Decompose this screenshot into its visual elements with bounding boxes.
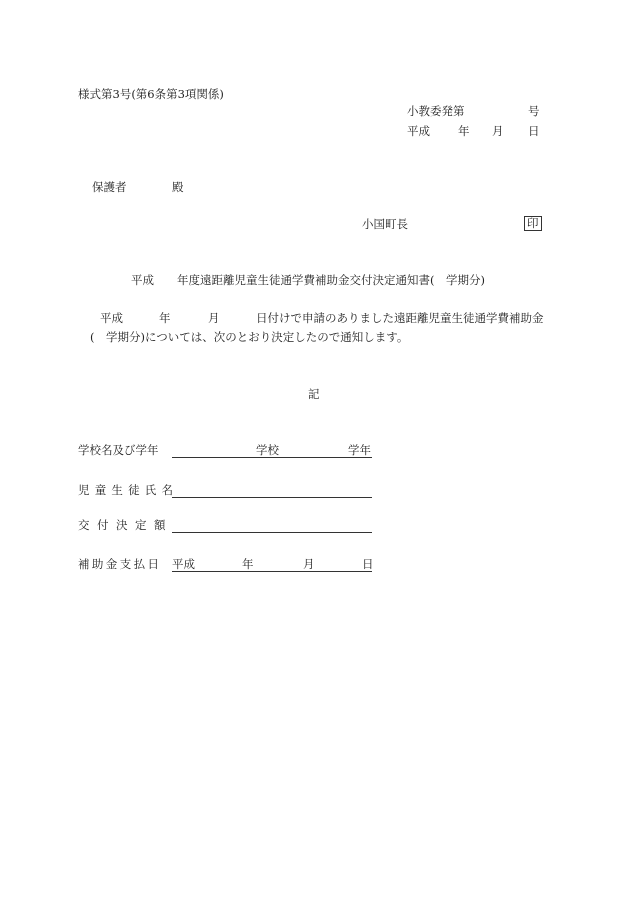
doc-number-suffix: 号 [528,104,540,118]
field-student-line [172,483,372,498]
date-day: 日 [528,124,540,138]
field-school-label: 学校名及び学年 [78,443,159,457]
date-month: 月 [492,124,504,138]
recipient-title: 保護者 [92,180,127,194]
body-year: 年 [159,311,171,325]
payment-year: 年 [242,557,254,571]
field-amount-line [172,518,372,533]
field-school-line [172,443,372,458]
body-era: 平成 [100,311,123,325]
grade-suffix: 学年 [348,443,371,457]
payment-day: 日 [362,557,374,571]
ki-heading: 記 [308,387,320,401]
subject-title: 年度遠距離児童生徒通学費補助金交付決定通知書( 学期分) [177,273,485,287]
form-label: 様式第3号(第6条第3項関係) [78,87,224,101]
payment-era: 平成 [172,557,195,571]
field-amount-label: 交付決定額 [78,518,173,532]
field-payment-label: 補助金支払日 [78,557,162,571]
subject-era: 平成 [131,273,154,287]
body-month: 月 [208,311,220,325]
body-line2: ( 学期分)については、次のとおり決定したので通知します。 [90,330,409,344]
body-line1-rest: 日付けで申請のありました遠距離児童生徒通学費補助金 [256,311,544,325]
doc-number-prefix: 小教委発第 [407,104,465,118]
seal-mark: 印 [524,216,542,231]
date-year: 年 [458,124,470,138]
field-student-label: 児童生徒氏名 [78,483,179,497]
school-suffix: 学校 [256,443,279,457]
payment-month: 月 [303,557,315,571]
issuer-name: 小国町長 [362,217,408,231]
field-payment-line [172,557,372,572]
date-era: 平成 [407,124,430,138]
recipient-honorific: 殿 [172,180,184,194]
